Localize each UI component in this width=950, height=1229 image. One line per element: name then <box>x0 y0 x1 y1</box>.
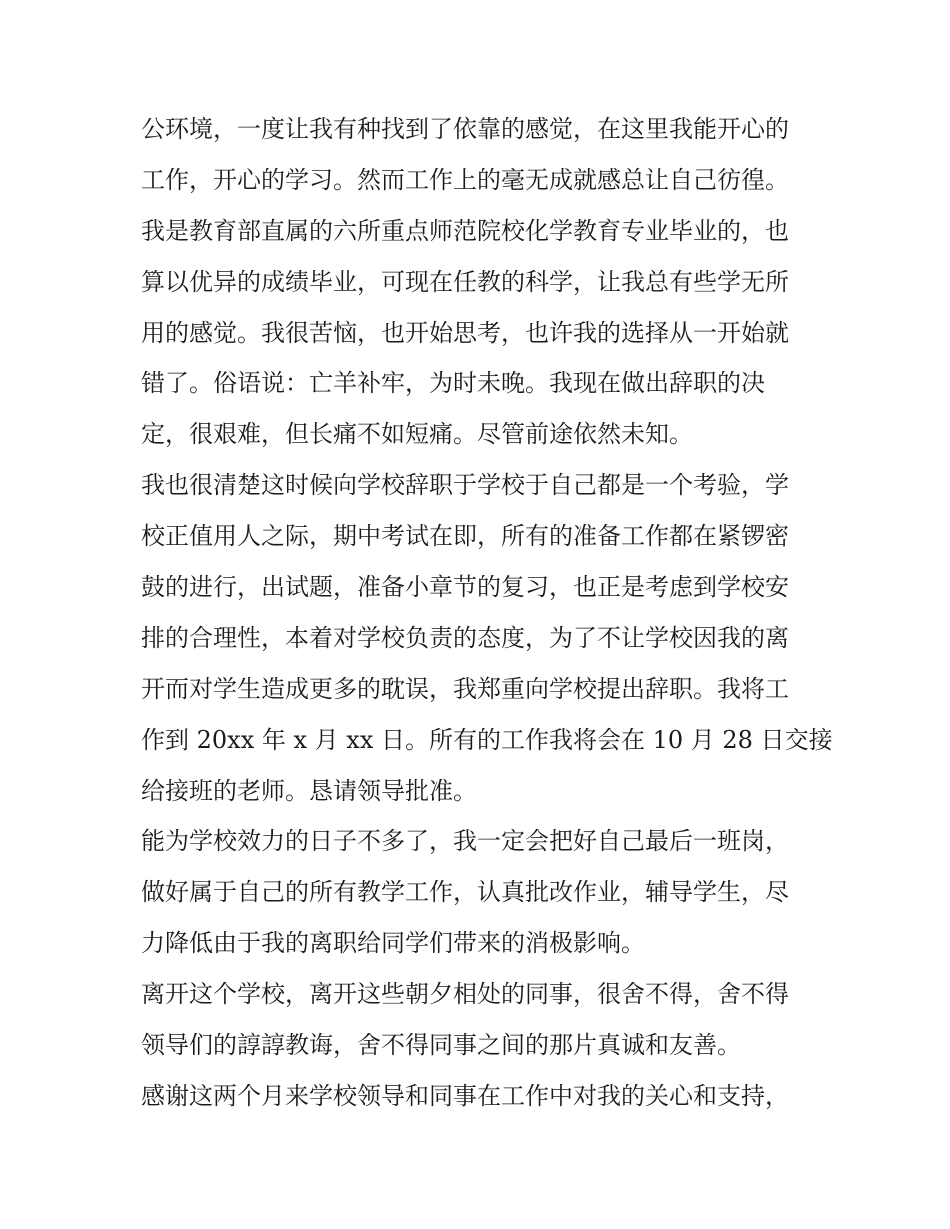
text-line: 能为学校效力的日子不多了，我一定会把好自己最后一班岗， <box>141 827 789 856</box>
text-line: 用的感觉。我很苦恼，也开始思考，也许我的选择从一开始就 <box>141 318 789 347</box>
text-line: 鼓的进行，出试题，准备小章节的复习，也正是考虑到学校安 <box>141 573 789 602</box>
text-line: 校正值用人之际，期中考试在即，所有的准备工作都在紧锣密 <box>141 522 789 551</box>
text-line: 算以优异的成绩毕业，可现在任教的科学，让我总有些学无所 <box>141 267 789 296</box>
text-line: 排的合理性，本着对学校负责的态度，为了不让学校因我的离 <box>141 623 789 652</box>
text-line: 开而对学生造成更多的耽误，我郑重向学校提出辞职。我将工 <box>141 674 789 703</box>
text-line: 定，很艰难，但长痛不如短痛。尽管前途依然未知。 <box>141 420 693 449</box>
text-line: 我是教育部直属的六所重点师范院校化学教育专业毕业的，也 <box>141 216 789 245</box>
text-line: 力降低由于我的离职给同学们带来的消极影响。 <box>141 929 645 958</box>
text-line: 给接班的老师。恳请领导批准。 <box>141 776 477 805</box>
text-line: 错了。俗语说：亡羊补牢，为时未晚。我现在做出辞职的决 <box>141 369 765 398</box>
text-line: 离开这个学校，离开这些朝夕相处的同事，很舍不得，舍不得 <box>141 980 789 1009</box>
text-line: 作到 20xx 年 x 月 xx 日。所有的工作我将会在 10 月 28 日交接 <box>141 725 833 754</box>
text-line: 领导们的諄諄教诲，舍不得同事之间的那片真诚和友善。 <box>141 1031 741 1060</box>
text-line: 感谢这两个月来学校领导和同事在工作中对我的关心和支持， <box>141 1081 789 1110</box>
text-line: 公环境，一度让我有种找到了依靠的感觉，在这里我能开心的 <box>141 115 789 143</box>
text-line: 工作，开心的学习。然而工作上的毫无成就感总让自己彷徨。 <box>141 165 789 194</box>
document-body <box>141 104 833 1122</box>
text-line: 做好属于自己的所有教学工作，认真批改作业，辅导学生，尽 <box>141 878 789 907</box>
text-line: 我也很清楚这时候向学校辞职于学校于自己都是一个考验，学 <box>141 471 789 500</box>
